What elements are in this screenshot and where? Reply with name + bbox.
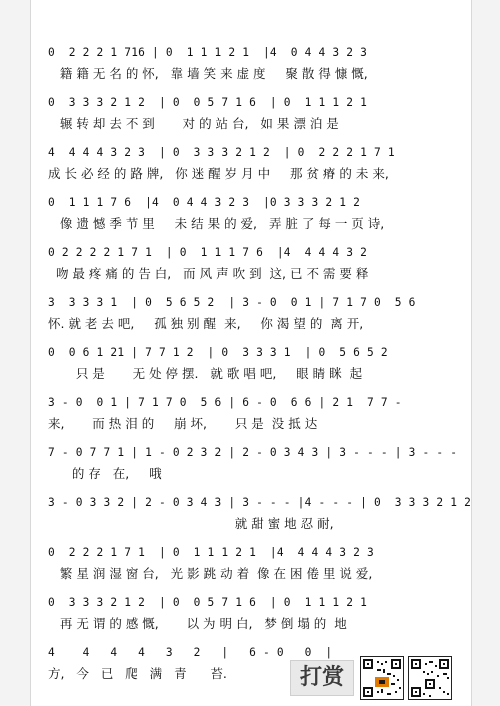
- lyrics-row: 只 是 无 处 停 摆. 就 歌 唱 吧, 眼 睛 眯 起: [48, 366, 363, 381]
- lyrics-row: 方, 今 已 爬 满 青 苔.: [48, 666, 227, 681]
- score-line: [48, 146, 452, 194]
- lyrics-row: 怀. 就 老 去 吧, 孤 独 别 醒 来, 你 渴 望 的 离 开,: [48, 316, 364, 331]
- lyrics-row: 就 甜 蜜 地 忍 耐,: [48, 516, 334, 531]
- qr-code-image: [361, 657, 403, 699]
- score-line: [48, 596, 452, 644]
- bottom-bar: [290, 650, 450, 706]
- score-line: [48, 446, 458, 494]
- lyrics-row: 籍 籍 无 名 的 怀, 靠 墙 笑 来 虚 度 聚 散 得 慷 慨,: [48, 66, 368, 81]
- notes-row: 0 2 2 2 1 716 | 0 1 1 1 2 1 |4 0 4 4 3 2 3: [48, 46, 368, 59]
- notes-row: 0 3 3 3 2 1 2 | 0 0 5 7 1 6 | 0 1 1 1 2 1: [48, 96, 368, 109]
- notes-row: 0 1 1 1 7 6 |4 0 4 4 3 2 3 |0 3 3 3 2 1 2: [48, 196, 361, 209]
- score-line: [48, 96, 452, 144]
- reward-button[interactable]: 打赏: [290, 660, 354, 696]
- notes-row: 0 3 3 3 2 1 2 | 0 0 5 7 1 6 | 0 1 1 1 2 1: [48, 596, 368, 609]
- qr-code-left: [360, 656, 404, 700]
- notes-row: 0 2 2 2 2 1 7 1 | 0 1 1 1 7 6 |4 4 4 4 3 2: [48, 246, 368, 259]
- score-line: [48, 246, 452, 294]
- notes-row: 0 0 6 1 21 | 7 7 1 2 | 0 3 3 3 1 | 0 5 6 5 2: [48, 346, 388, 359]
- score-line: [48, 196, 452, 244]
- score-line: [48, 546, 452, 594]
- notes-row: 3 - 0 3 3 2 | 2 - 0 3 4 3 | 3 - - - |4 - - - | 0 3 3 3 2 1 2: [48, 496, 472, 509]
- lyrics-row: 成 长 必 经 的 路 牌, 你 迷 醒 岁 月 中 那 贫 瘠 的 未 来,: [48, 166, 389, 181]
- lyrics-row: 辗 转 却 去 不 到 对 的 站 台, 如 果 漂 泊 是: [48, 116, 339, 131]
- qr-code-image: [409, 657, 451, 699]
- qr-code-right: [408, 656, 452, 700]
- score-line: [48, 396, 452, 444]
- notes-row: 3 3 3 3 1 | 0 5 6 5 2 | 3 - 0 0 1 | 7 1 7 0 5 6: [48, 296, 416, 309]
- notes-row: 0 2 2 2 1 7 1 | 0 1 1 1 2 1 |4 4 4 4 3 2 3: [48, 546, 374, 559]
- lyrics-row: 繁 星 润 湿 窗 台, 光 影 跳 动 着 像 在 困 倦 里 说 爱,: [48, 566, 373, 581]
- lyrics-row: 吻 最 疼 痛 的 告 白, 而 风 声 吹 到 这, 已 不 需 要 释: [48, 266, 369, 281]
- notes-row: 3 - 0 0 1 | 7 1 7 0 5 6 | 6 - 0 6 6 | 2 1 7 7 -: [48, 396, 402, 409]
- notes-row: 4 4 4 4 3 2 3 | 0 3 3 3 2 1 2 | 0 2 2 2 1 7 1: [48, 146, 395, 159]
- notes-row: 4 4 4 4 3 2 | 6 - 0 0 |: [48, 646, 333, 659]
- lyrics-row: 再 无 谓 的 感 慨, 以 为 明 白, 梦 倒 塌 的 地: [48, 616, 347, 631]
- score-line: [48, 496, 472, 544]
- lyrics-row: 像 遗 憾 季 节 里 未 结 果 的 爱, 弄 脏 了 每 一 页 诗,: [48, 216, 385, 231]
- score-line: [48, 346, 452, 394]
- lyrics-row: 来, 而 热 泪 的 崩 坏, 只 是 没 抵 达: [48, 416, 318, 431]
- score-line: [48, 296, 452, 344]
- score-line: [48, 46, 452, 94]
- lyrics-row: 的 存 在, 哦: [48, 466, 162, 481]
- notes-row: 7 - 0 7 7 1 | 1 - 0 2 3 2 | 2 - 0 3 4 3 | 3 - - - | 3 - - -: [48, 446, 458, 459]
